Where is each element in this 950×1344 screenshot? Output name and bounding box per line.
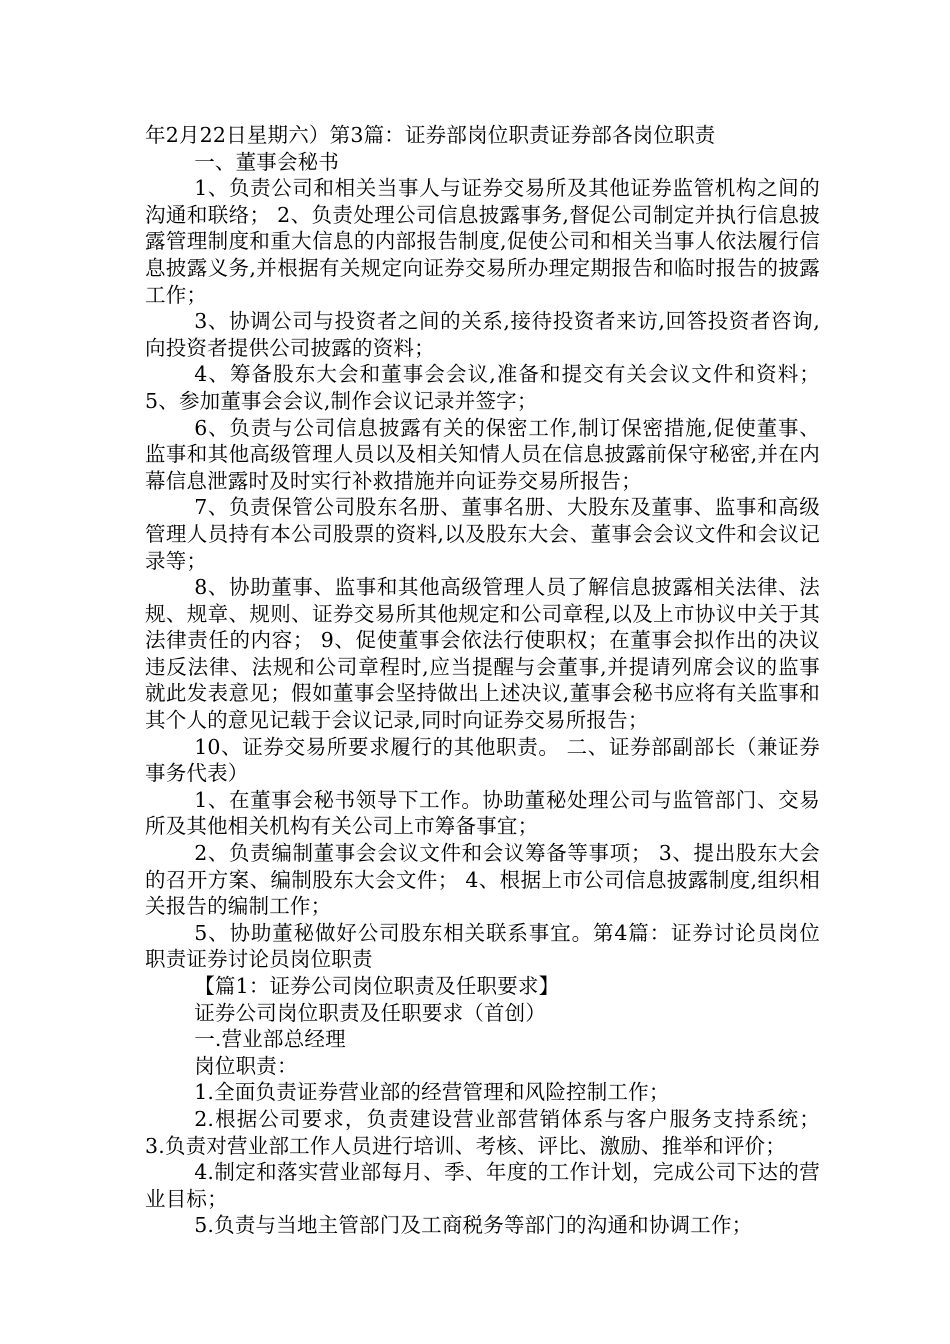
paragraph: 3、协调公司与投资者之间的关系,接待投资者来访,回答投资者咨询,向投资者提供公司披露的资料； (145, 309, 820, 360)
section-title-board-secretary: 一、董事会秘书 (194, 149, 340, 174)
paragraph: 4、筹备股东大会和董事会会议,准备和提交有关会议文件和资料； 5、参加董事会会议,制作会议记录并签字； (145, 362, 820, 413)
paragraph: 5.负责与当地主管部门及工商税务等部门的沟通和协调工作； (194, 1213, 753, 1238)
paragraph: 1、在董事会秘书领导下工作。协助董秘处理公司与监管部门、交易所及其他相关机构有关公司上市筹备事宜； (145, 787, 820, 839)
document-body (145, 122, 820, 1239)
paragraph-heading-line: 年2月22日星期六）第3篇：证券部岗位职责证券部各岗位职责 (145, 123, 716, 147)
paragraph: 2、负责编制董事会会议文件和会议筹备等事项； 3、提出股东大会的召开方案、编制股东大会文件； 4、根据上市公司信息披露制度,组织相关报告的编制工作； (145, 841, 820, 919)
section-title-branch-manager: 一.营业部总经理 (194, 1027, 346, 1052)
paragraph: 6、负责与公司信息披露有关的保密工作,制订保密措施,促使董事、监事和其他高级管理人员以及相关知情人员在信息披露前保守秘密,并在内幕信息泄露时及时实行补救措施并向证券交易所报告； (145, 415, 820, 493)
paragraph: 7、负责保管公司股东名册、董事名册、大股东及董事、监事和高级管理人员持有本公司股票的资料,以及股东大会、董事会会议文件和会议记录等； (145, 495, 820, 573)
section-title-article-1: 【篇1：证券公司岗位职责及任职要求】 (194, 974, 560, 998)
section-subtitle: 证券公司岗位职责及任职要求（首创） (194, 1000, 547, 1025)
paragraph: 10、证券交易所要求履行的其他职责。 二、证券部副部长（兼证券事务代表） (145, 734, 820, 786)
paragraph: 1.全面负责证券营业部的经营管理和风险控制工作； (194, 1080, 670, 1105)
paragraph: 1、负责公司和相关当事人与证券交易所及其他证券监管机构之间的沟通和联络； 2、负责处理公司信息披露事务,督促公司制定并执行信息披露管理制度和重大信息的内部报告制度,促使公司和相关当事人依法履行信息披露义务,并根据有关规定向证券交易所办理定期报告和临时报告的披露工作； (145, 176, 820, 307)
paragraph: 4.制定和落实营业部每月、季、年度的工作计划，完成公司下达的营业目标； (145, 1160, 820, 1211)
paragraph: 2.根据公司要求，负责建设营业部营销体系与客户服务支持系统； 3.负责对营业部工作人员进行培训、考核、评比、激励、推举和评价； (145, 1106, 820, 1158)
paragraph: 5、协助董秘做好公司股东相关联系事宜。第4篇：证券讨论员岗位职责证券讨论员岗位职责 (145, 920, 820, 972)
label-duties: 岗位职责： (194, 1053, 298, 1078)
paragraph: 8、协助董事、监事和其他高级管理人员了解信息披露相关法律、法规、规章、规则、证券交易所其他规定和公司章程,以及上市协议中关于其法律责任的内容； 9、促使董事会依法行使职权；在董事会拟作出的决议违反法律、法规和公司章程时,应当提醒与会董事,并提请列席会议的监事就此发表意见；假如董事会坚持做出上述决议,董事会秘书应将有关监事和其个人的意见记载于会议记录,同时向证券交易所报告； (145, 575, 820, 733)
